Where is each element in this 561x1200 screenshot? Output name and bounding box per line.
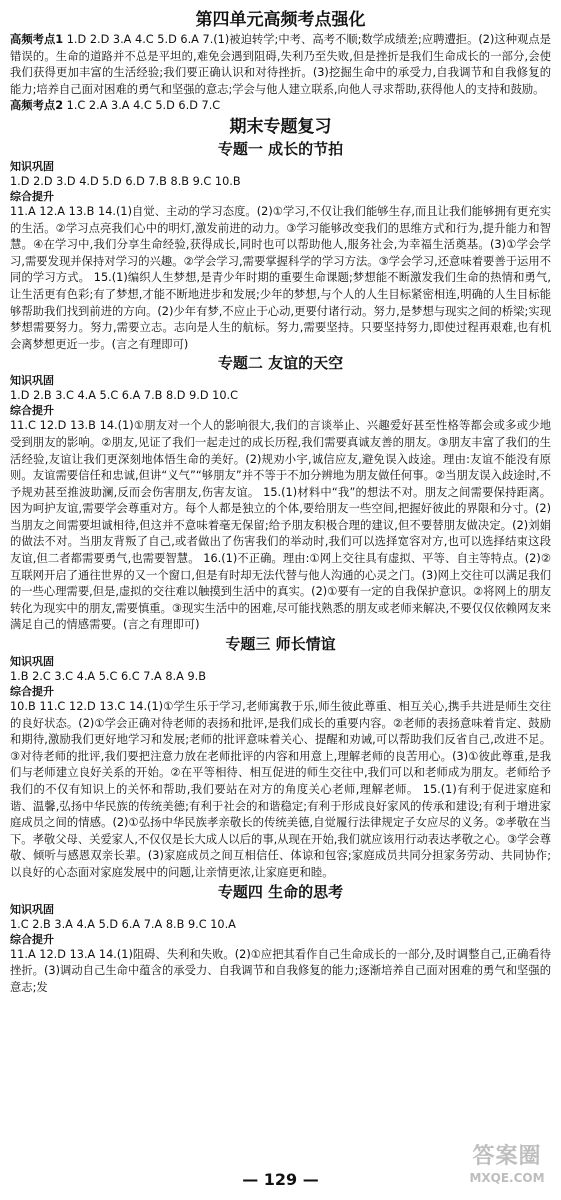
watermark-logo <box>461 1143 553 1193</box>
topic-title: 专题三 师长情谊 <box>225 635 336 654</box>
basic-label: 知识巩固 <box>10 374 54 388</box>
unit4-key2-label: 高频考点2 <box>10 99 64 113</box>
topic-title: 专题一 成长的节拍 <box>217 139 344 158</box>
topic-1 <box>10 139 551 353</box>
advanced-answers: 11.A 12.D 13.A 14.(1)阻碍、失利和失败。(2)①应把其看作自己生命成长的一部分,及时调整自己,正确看待挫折。(3)调动自己生命中蕴含的承受力、自我调节和自我修复的能力;逐渐培养自己面对困难的勇气和坚强的意志;发 <box>10 947 551 994</box>
final-review-title: 期末专题复习 <box>229 116 332 137</box>
watermark-logo-text: 答案圈 <box>472 1144 542 1169</box>
unit4-key1-text: 1.D 2.D 3.A 4.C 5.D 6.A 7.(1)被迫转学;中考、高考不顺;数学成绩差;应聘遭拒。(2)这种观点是错误的。生命的道路并不总是平坦的,难免会遇到阻碍,失利乃至失败,但是挫折是我们生命成长的一部分,会使我们获得更加丰富的生活经验;我们要正确认识和对待挫折。(3)挖掘生命中的承受力,自我调节和自我修复的能力;培养自己面对困难的勇气和坚强的意志;学会与他人建立联系,向他人寻求帮助,获得他人的支持和鼓励。 <box>10 33 551 96</box>
basic-answers: 1.D 2.D 3.D 4.D 5.D 6.D 7.B 8.B 9.C 10.B <box>10 174 241 188</box>
watermark-url: MXQE.COM <box>469 1171 545 1185</box>
basic-label: 知识巩固 <box>10 159 54 173</box>
basic-answers: 1.C 2.B 3.A 4.A 5.D 6.A 7.A 8.B 9.C 10.A <box>10 917 236 931</box>
unit4-key1 <box>10 32 551 98</box>
basic-label: 知识巩固 <box>10 655 54 669</box>
topic-2 <box>10 353 551 634</box>
page-number: — 129 — <box>242 1170 319 1189</box>
basic-answers: 1.D 2.B 3.C 4.A 5.C 6.A 7.B 8.D 9.D 10.C <box>10 389 239 403</box>
unit4-title: 第四单元高频考点强化 <box>195 10 366 30</box>
advanced-answers: 11.A 12.A 13.B 14.(1)自觉、主动的学习态度。(2)①学习,不仅让我们能够生存,而且让我们能够拥有更充实的生活。②学习点亮我们心中的明灯,激发前进的动力。③学习能够改变我们的思维方式和行为,提升能力和智慧。④在学习中,我们分享生命经验,获得成长,同时也可以帮助他人,服务社会,为幸福生活奠基。(3)①学会学习,需要发现并保持对学习的兴趣。②学会学习,需要掌握科学的学习方法。③学会学习,还意味着要善于运用不同的学习方式。 15.(1)编织人生梦想,是青少年时期的重要生命课题;梦想能不断激发我们生命的热情和勇气,让生活更有色彩;有了梦想,才能不断地进步和发展;少年的梦想,与个人的人生目标紧密相连,明确的人生目标能够帮助我们找到前进的方向。(2)少年有梦,不应止于心动,更要付诸行动。努力,是梦想与现实之间的桥梁;实现梦想需要努力。努力,需要立志。志向是人生的航标。努力,需要坚持。只要坚持努力,即使过程再艰难,也有机会离梦想更近一步。(言之有理即可) <box>10 204 551 351</box>
advanced-label: 综合提升 <box>10 932 54 946</box>
advanced-label: 综合提升 <box>10 189 54 203</box>
unit4-key2-text: 1.C 2.A 3.A 4.C 5.D 6.D 7.C <box>66 99 221 113</box>
advanced-label: 综合提升 <box>10 404 54 418</box>
basic-answers: 1.B 2.C 3.C 4.A 5.C 6.C 7.A 8.A 9.B <box>10 670 206 684</box>
advanced-answers: 10.B 11.C 12.D 13.C 14.(1)①学生乐于学习,老师寓教于乐,师生彼此尊重、相互关心,携手共进是师生交往的良好状态。(2)①学会正确对待老师的表扬和批评,是我们成长的重要内容。②老师的表扬意味着肯定、鼓励和期待,激励我们更好地学习和发展;老师的批评意味着关心、提醒和劝诫,可以帮助我们反省自己,改进不足。③对待老师的批评,我们要把注意力放在老师批评的内容和用意上,理解老师的良苦用心。(3)①彼此尊重,是我们与老师建立良好关系的开始。②在平等相待、相互促进的师生交往中,我们可以和老师成为朋友。老师给予我们的不仅有知识上的关怀和帮助,我们要站在对方的角度关心老师,理解老师。 15.(1)有利于促进家庭和谐、温馨,弘扬中华民族的传统美德;有利于社会的和谐稳定;有利于形成良好家风的传承和建设;有利于增进家庭成员之间的情感。(2)①弘扬中华民族孝亲敬长的传统美德,自觉履行法律规定子女应尽的义务。②孝敬在当下。孝敬父母、关爱家人,不仅仅是长大成人以后的事,从现在开始,我们就应该用行动表达孝敬之心。③学会尊敬、倾听与感恩双亲长辈。(3)家庭成员之间互相信任、体谅和包容;家庭成员共同分担家务劳动、共同协作;以良好的心态面对家庭发展中的问题,让亲情更浓,让家庭更和睦。 <box>10 700 551 879</box>
advanced-label: 综合提升 <box>10 685 54 699</box>
topic-title: 专题二 友谊的天空 <box>217 354 344 373</box>
topic-4 <box>10 882 551 997</box>
unit4-key2 <box>10 98 551 115</box>
answer-page <box>10 8 551 996</box>
basic-label: 知识巩固 <box>10 902 54 916</box>
advanced-answers: 11.C 12.D 13.B 14.(1)①朋友对一个人的影响很大,我们的言谈举止、兴趣爱好甚至性格等都会或多或少地受到朋友的影响。②朋友,见证了我们一起走过的成长历程,我们需要真诚友善的朋友。③朋友丰富了我们的生活经验,友谊让我们更深刻地体悟生命的美好。(2)规劝小宇,诚信应友,避免误入歧途。理由:友谊不能没有原则。友谊需要信任和忠诚,但讲“义气”“够朋友”并不等于不加分辨地为朋友做任何事。②当朋友误入歧途时,不予规劝甚至推波助澜,反而会伤害朋友,伤害友谊。 15.(1)材料中“我”的想法不对。朋友之间需要保持距离。因为呵护友谊,需要学会尊重对方。每个人都是独立的个体,要给朋友一些空间,把握好彼此的界限和分寸。(2)当朋友之间需要坦诚相待,但这并不意味着毫无保留;给予朋友积极合理的建议,但不要替朋友做决定。(2)刘娟的做法不对。当朋友背叛了自己,或者做出了伤害我们的举动时,我们可以选择宽容对方,也可以选择结束这段友谊,但二者都需要勇气,也需要智慧。 16.(1)不正确。理由:①网上交往具有虚拟、平等、自主等特点。(2)②互联网开启了通往世界的又一个窗口,但是有时却无法代替与他人沟通的心灵之门。(3)网上交往可以满足我们的一些心理需要,但是,虚拟的交往难以触摸到生活中的真实。(2)①要有一定的自我保护意识。②将网上的朋友转化为现实中的朋友,需要慎重。③现实生活中的困难,尽可能找熟悉的朋友或老师来解决,不要仅仅依赖网友来满足自己的情感需要。(言之有理即可) <box>10 419 551 632</box>
topic-title: 专题四 生命的思考 <box>217 882 344 901</box>
topic-3 <box>10 634 551 882</box>
unit4-key1-label: 高频考点1 <box>10 33 64 46</box>
